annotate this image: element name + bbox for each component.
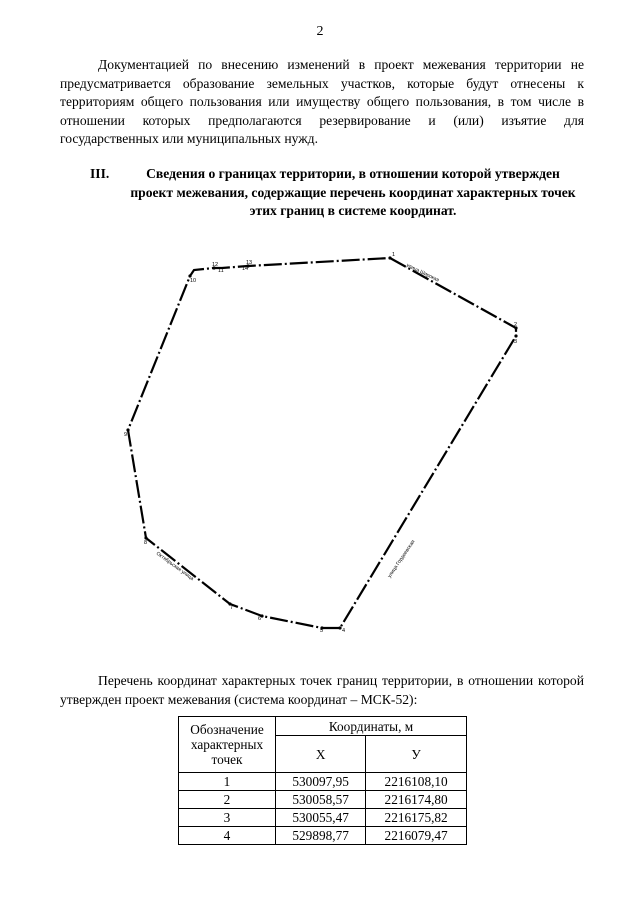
- table-row: [179, 773, 467, 791]
- point-label: 4: [342, 628, 346, 634]
- coord-x: 530097,95: [276, 773, 366, 791]
- point-id: 2: [179, 791, 276, 809]
- coord-y: 2216079,47: [366, 827, 467, 845]
- street-label: улица Гордеевская: [386, 539, 417, 580]
- coord-y: 2216108,10: [366, 773, 467, 791]
- point-label: 6: [258, 616, 262, 622]
- coord-y: 2216174,80: [366, 791, 467, 809]
- table-row: [179, 827, 467, 845]
- header-point-name: Обозначение характерных точек: [179, 717, 276, 773]
- header-coordinates: Координаты, м: [276, 717, 467, 736]
- street-label: Октябрьская улица: [154, 550, 195, 582]
- table-row: [179, 809, 467, 827]
- intro-paragraph: Документацией по внесению изменений в проект межевания территории не предусматривается образование земельных участков, которые будут отнесены к территориям общего пользования или имуществу общего пользования, в том числе в отношении которых предполагаются резервирование и (или) изъятие для государственных или муниципальных нужд.: [60, 57, 584, 146]
- point-label: 3: [514, 339, 518, 345]
- point-label: 9: [124, 432, 128, 438]
- street-label: улица Широкая: [405, 262, 440, 284]
- point-id: 4: [179, 827, 276, 845]
- point-label: 12: [212, 262, 219, 268]
- coordinates-list-intro: Перечень координат характерных точек границ территории, в отношении которой утвержден проект межевания (система координат – МСК-52):: [60, 673, 584, 707]
- point-id: 3: [179, 809, 276, 827]
- page-number: 2: [316, 24, 324, 39]
- boundary-map: [100, 248, 540, 648]
- point-label: 7: [230, 605, 234, 611]
- point-label: 14: [242, 266, 249, 272]
- coord-x: 530055,47: [276, 809, 366, 827]
- coordinates-table: [178, 716, 467, 845]
- point-label: 10: [190, 278, 197, 284]
- point-label: 2: [514, 322, 518, 328]
- point-label: 5: [320, 628, 324, 634]
- header-y: У: [366, 736, 467, 773]
- coord-x: 529898,77: [276, 827, 366, 845]
- point-label: 13: [246, 260, 253, 266]
- point-label: 8: [144, 540, 148, 546]
- point-id: 1: [179, 773, 276, 791]
- table-row: [179, 791, 467, 809]
- point-label: 1: [392, 252, 396, 258]
- point-label: 11: [218, 268, 224, 274]
- section-title: Сведения о границах территории, в отношении которой утвержден проект межевания, содержащие перечень координат характерных точек этих границ в системе координат.: [130, 166, 576, 218]
- header-x: X: [276, 736, 366, 773]
- coord-y: 2216175,82: [366, 809, 467, 827]
- section-number: III.: [90, 166, 110, 181]
- coord-x: 530058,57: [276, 791, 366, 809]
